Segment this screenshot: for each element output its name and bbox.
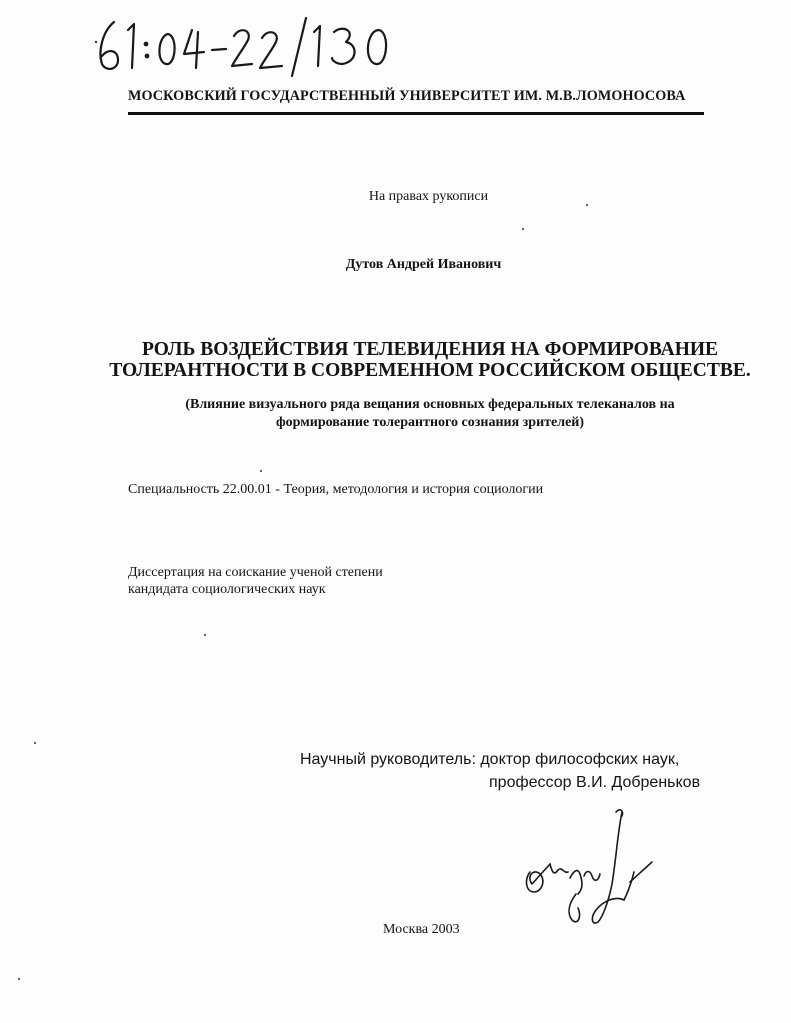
degree-line-2: кандидата социологических наук bbox=[128, 582, 326, 597]
title-line-1: РОЛЬ ВОЗДЕЙСТВИЯ ТЕЛЕВИДЕНИЯ НА ФОРМИРОВАНИЕ bbox=[141, 339, 719, 360]
scan-speck bbox=[260, 470, 262, 472]
city-and-year: Москва 2003 bbox=[383, 922, 460, 937]
supervisor-line-1: Научный руководитель: доктор философских наук, bbox=[300, 751, 680, 768]
dissertation-title bbox=[100, 339, 760, 381]
author-name: Дутов Андрей Иванович bbox=[345, 257, 502, 272]
header-divider bbox=[128, 112, 704, 115]
degree-line-1: Диссертация на соискание ученой степени bbox=[128, 565, 383, 580]
rights-notice: На правах рукописи bbox=[368, 189, 489, 204]
scan-speck bbox=[522, 228, 524, 230]
title-line-2: ТОЛЕРАНТНОСТИ В СОВРЕМЕННОМ РОССИЙСКОМ ОБЩЕСТВЕ. bbox=[109, 360, 751, 381]
speciality: Специальность 22.00.01 - Теория, методология и история социологии bbox=[128, 482, 544, 497]
signature bbox=[512, 800, 662, 940]
handwritten-catalog-code bbox=[92, 10, 412, 78]
scan-speck bbox=[586, 204, 588, 206]
subtitle-line-2: формирование толерантного сознания зрителей) bbox=[275, 415, 585, 430]
scientific-supervisor bbox=[300, 748, 700, 794]
scan-speck bbox=[204, 634, 206, 636]
dissertation-subtitle bbox=[110, 396, 750, 432]
signature-drawing bbox=[512, 800, 662, 940]
subtitle-line-1: (Влияние визуального ряда вещания основных федеральных телеканалов на bbox=[185, 397, 675, 412]
university-name: МОСКОВСКИЙ ГОСУДАРСТВЕННЫЙ УНИВЕРСИТЕТ ИМ. М.В.ЛОМОНОСОВА bbox=[128, 88, 686, 104]
degree-statement bbox=[128, 564, 383, 598]
scan-speck bbox=[34, 742, 36, 744]
handwritten-catalog-code-drawing bbox=[92, 10, 412, 78]
supervisor-line-2: профессор В.И. Добреньков bbox=[489, 774, 701, 791]
scan-speck bbox=[18, 978, 20, 980]
